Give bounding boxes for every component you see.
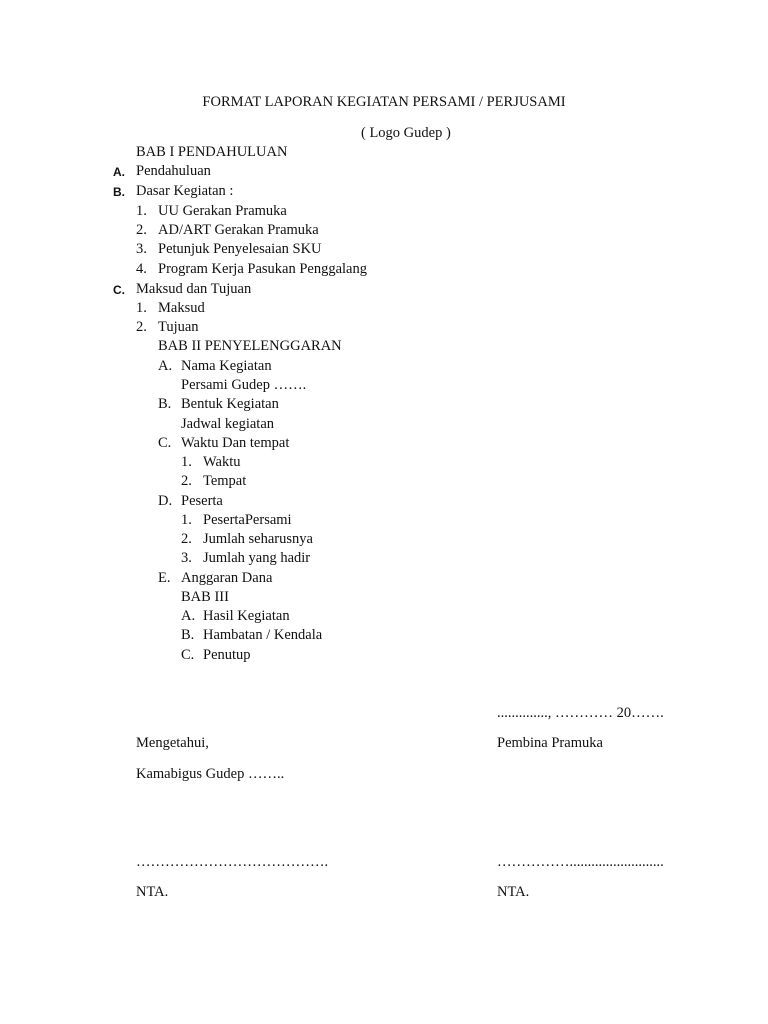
- list-item: Waktu: [203, 454, 241, 470]
- list-letter: E.: [158, 570, 171, 586]
- list-item: Nama Kegiatan: [181, 358, 272, 374]
- list-item: Penutup: [203, 647, 251, 663]
- logo-placeholder: ( Logo Gudep ): [361, 125, 451, 141]
- list-number: 2.: [181, 531, 192, 547]
- bab1-item-pendahuluan: Pendahuluan: [136, 163, 211, 179]
- list-letter: D.: [158, 493, 173, 509]
- list-item-sub: Persami Gudep …….: [181, 377, 307, 393]
- bab1-item-dasar-kegiatan: Dasar Kegiatan :: [136, 183, 234, 199]
- bab2-heading: BAB II PENYELENGGARAN: [158, 338, 342, 354]
- list-number: 3.: [181, 550, 192, 566]
- list-letter: B.: [158, 396, 172, 412]
- bab1-letter-c: C.: [113, 283, 125, 297]
- list-letter: C.: [158, 435, 172, 451]
- signature-right-nta: NTA.: [497, 884, 530, 900]
- signature-right-dots: ……………..........................: [497, 854, 664, 870]
- list-item: PesertaPersami: [203, 512, 292, 528]
- signature-left-dots: ………………………………….: [136, 854, 329, 870]
- list-letter: A.: [181, 608, 196, 624]
- list-letter: C.: [181, 647, 195, 663]
- list-number: 4.: [136, 261, 147, 277]
- list-item: Jumlah seharusnya: [203, 531, 313, 547]
- bab1-letter-a: A.: [113, 165, 125, 179]
- list-item: Anggaran Dana: [181, 570, 273, 586]
- list-number: 1.: [181, 512, 192, 528]
- list-item: Maksud: [158, 300, 205, 316]
- list-number: 2.: [136, 319, 147, 335]
- list-number: 2.: [136, 222, 147, 238]
- list-number: 3.: [136, 241, 147, 257]
- list-item: Hasil Kegiatan: [203, 608, 290, 624]
- signature-left-nta: NTA.: [136, 884, 169, 900]
- signature-left-label: Mengetahui,: [136, 735, 209, 751]
- document-title: FORMAT LAPORAN KEGIATAN PERSAMI / PERJUSAMI: [202, 94, 566, 110]
- list-number: 1.: [136, 300, 147, 316]
- list-item: Tujuan: [158, 319, 199, 335]
- date-line: .............., ………… 20…….: [497, 705, 664, 721]
- list-item: Program Kerja Pasukan Penggalang: [158, 261, 367, 277]
- list-number: 1.: [136, 203, 147, 219]
- list-letter: B.: [181, 627, 195, 643]
- list-item: Peserta: [181, 493, 223, 509]
- bab3-heading: BAB III: [181, 589, 229, 605]
- list-item: UU Gerakan Pramuka: [158, 203, 287, 219]
- signature-right-label: Pembina Pramuka: [497, 735, 603, 751]
- bab1-heading: BAB I PENDAHULUAN: [136, 144, 288, 160]
- list-item: AD/ART Gerakan Pramuka: [158, 222, 319, 238]
- list-item: Tempat: [203, 473, 247, 489]
- list-item-sub: Jadwal kegiatan: [181, 416, 275, 432]
- list-item: Hambatan / Kendala: [203, 627, 323, 643]
- bab1-letter-b: B.: [113, 185, 125, 199]
- list-number: 2.: [181, 473, 192, 489]
- list-item: Waktu Dan tempat: [181, 435, 290, 451]
- list-number: 1.: [181, 454, 192, 470]
- list-item: Jumlah yang hadir: [203, 550, 311, 566]
- list-item: Bentuk Kegiatan: [181, 396, 279, 412]
- list-item: Petunjuk Penyelesaian SKU: [158, 241, 322, 257]
- bab1-item-maksud-tujuan: Maksud dan Tujuan: [136, 281, 252, 297]
- signature-left-role: Kamabigus Gudep ……..: [136, 766, 285, 782]
- list-letter: A.: [158, 358, 173, 374]
